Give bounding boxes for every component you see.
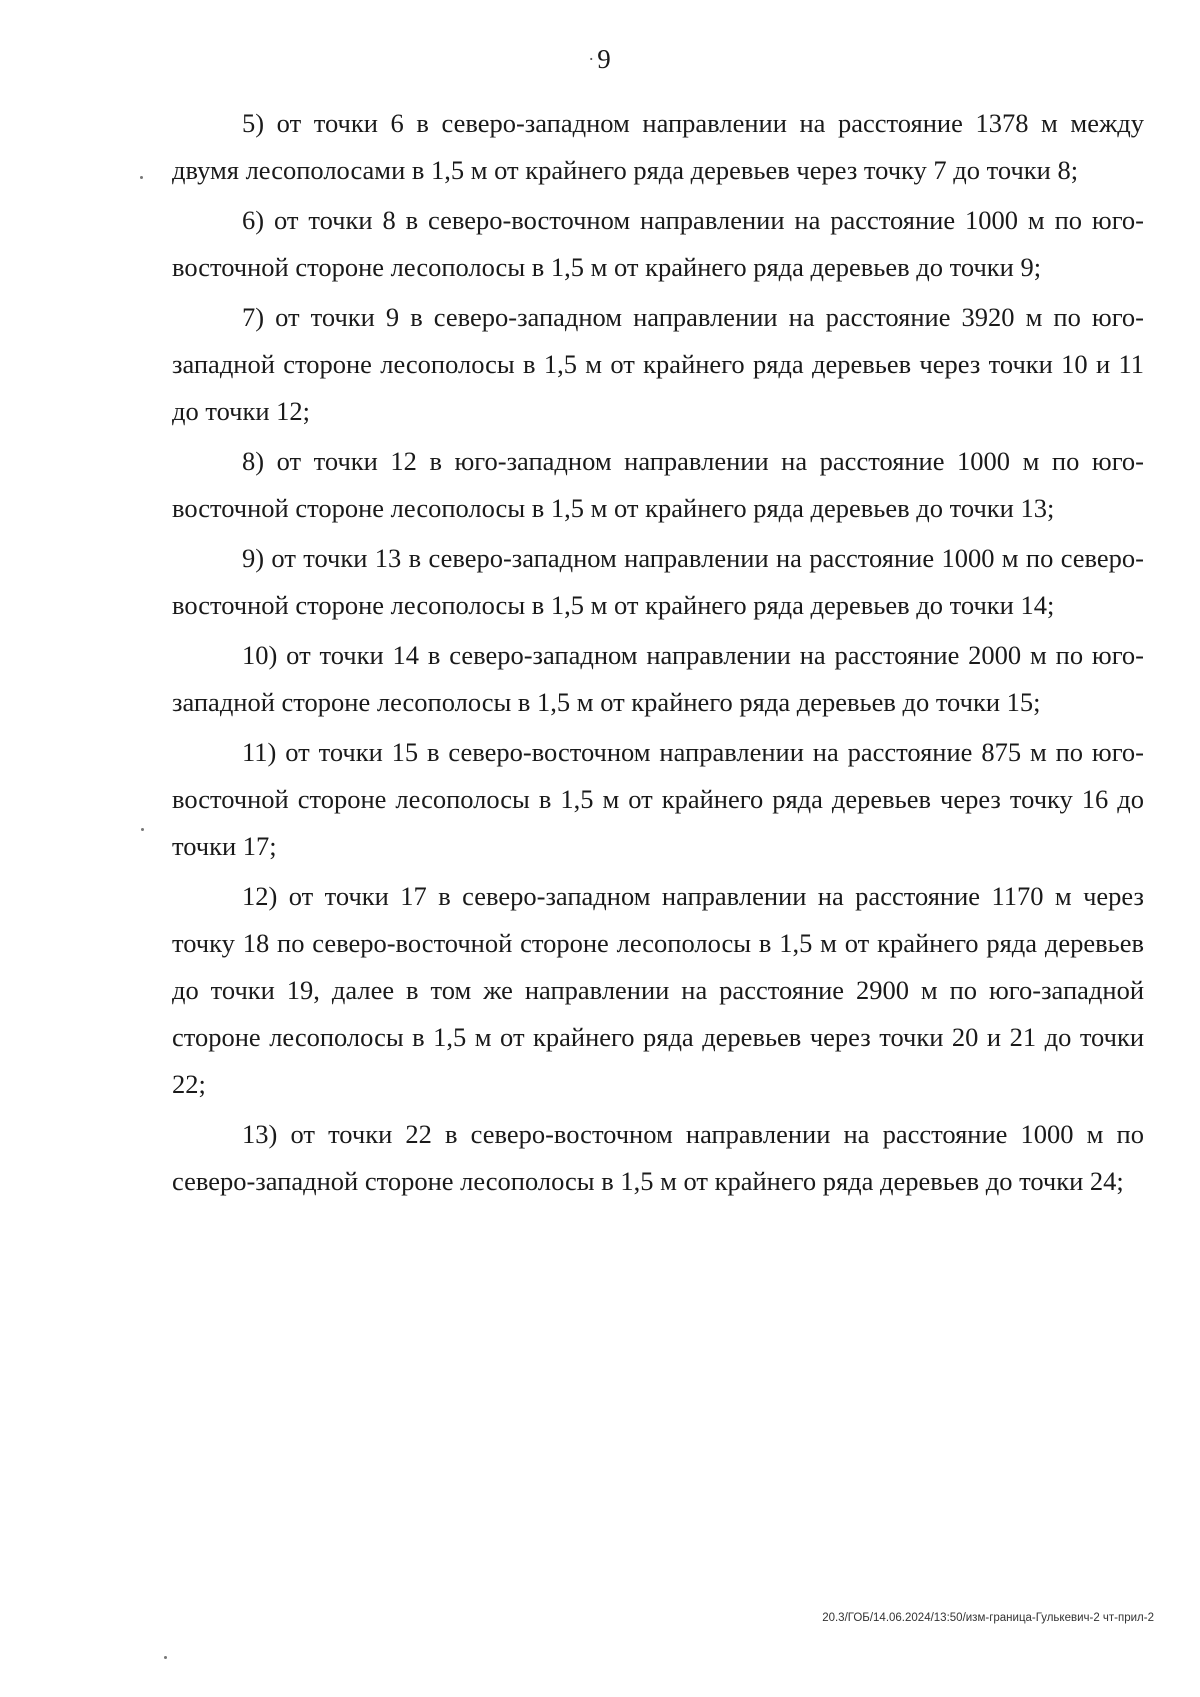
page-number: ·9 xyxy=(588,44,612,74)
paragraph-item-8: 8) от точки 12 в юго-западном направлении на расстояние 1000 м по юго-восточной стороне лесополосы в 1,5 м от крайнего ряда деревьев до точки 13; xyxy=(172,446,1144,523)
paragraph-item-11: 11) от точки 15 в северо-восточном направлении на расстояние 875 м по юго-восточной стороне лесополосы в 1,5 м от крайнего ряда деревьев через точку 16 до точки 17; xyxy=(172,737,1144,861)
paragraph-item-10: 10) от точки 14 в северо-западном направлении на расстояние 2000 м по юго-западной стороне лесополосы в 1,5 м от крайнего ряда деревьев до точки 15; xyxy=(172,640,1144,717)
paragraph-item-13: 13) от точки 22 в северо-восточном направлении на расстояние 1000 м по северо-западной стороне лесополосы в 1,5 м от крайнего ряда деревьев до точки 24; xyxy=(172,1119,1144,1196)
document-code-footer: 20.3/ГОБ/14.06.2024/13:50/изм-граница-Гулькевич-2 чт-прил-2 xyxy=(822,1612,1154,1624)
scan-speck xyxy=(140,176,143,179)
page-number-value: 9 xyxy=(597,44,612,74)
paragraph-item-6: 6) от точки 8 в северо-восточном направлении на расстояние 1000 м по юго-восточной стороне лесополосы в 1,5 м от крайнего ряда деревьев до точки 9; xyxy=(172,205,1144,282)
paragraph-item-12: 12) от точки 17 в северо-западном направлении на расстояние 1170 м через точку 18 по северо-восточной стороне лесополосы в 1,5 м от крайнего ряда деревьев до точки 19, далее в том же направлении на расстояние 2900 м по юго-западной стороне лесополосы в 1,5 м от крайнего ряда деревьев через точки 20 и 21 до точки 22; xyxy=(172,881,1144,1099)
document-body xyxy=(172,100,1144,1208)
paragraph-item-5: 5) от точки 6 в северо-западном направлении на расстояние 1378 м между двумя лесополосами в 1,5 м от крайнего ряда деревьев через точку 7 до точки 8; xyxy=(172,108,1144,185)
paragraph-item-9: 9) от точки 13 в северо-западном направлении на расстояние 1000 м по северо-восточной стороне лесополосы в 1,5 м от крайнего ряда деревьев до точки 14; xyxy=(172,543,1144,620)
scan-speck xyxy=(141,828,144,831)
paragraph-item-7: 7) от точки 9 в северо-западном направлении на расстояние 3920 м по юго-западной стороне лесополосы в 1,5 м от крайнего ряда деревьев через точки 10 и 11 до точки 12; xyxy=(172,302,1144,426)
scan-speck xyxy=(164,1656,167,1659)
